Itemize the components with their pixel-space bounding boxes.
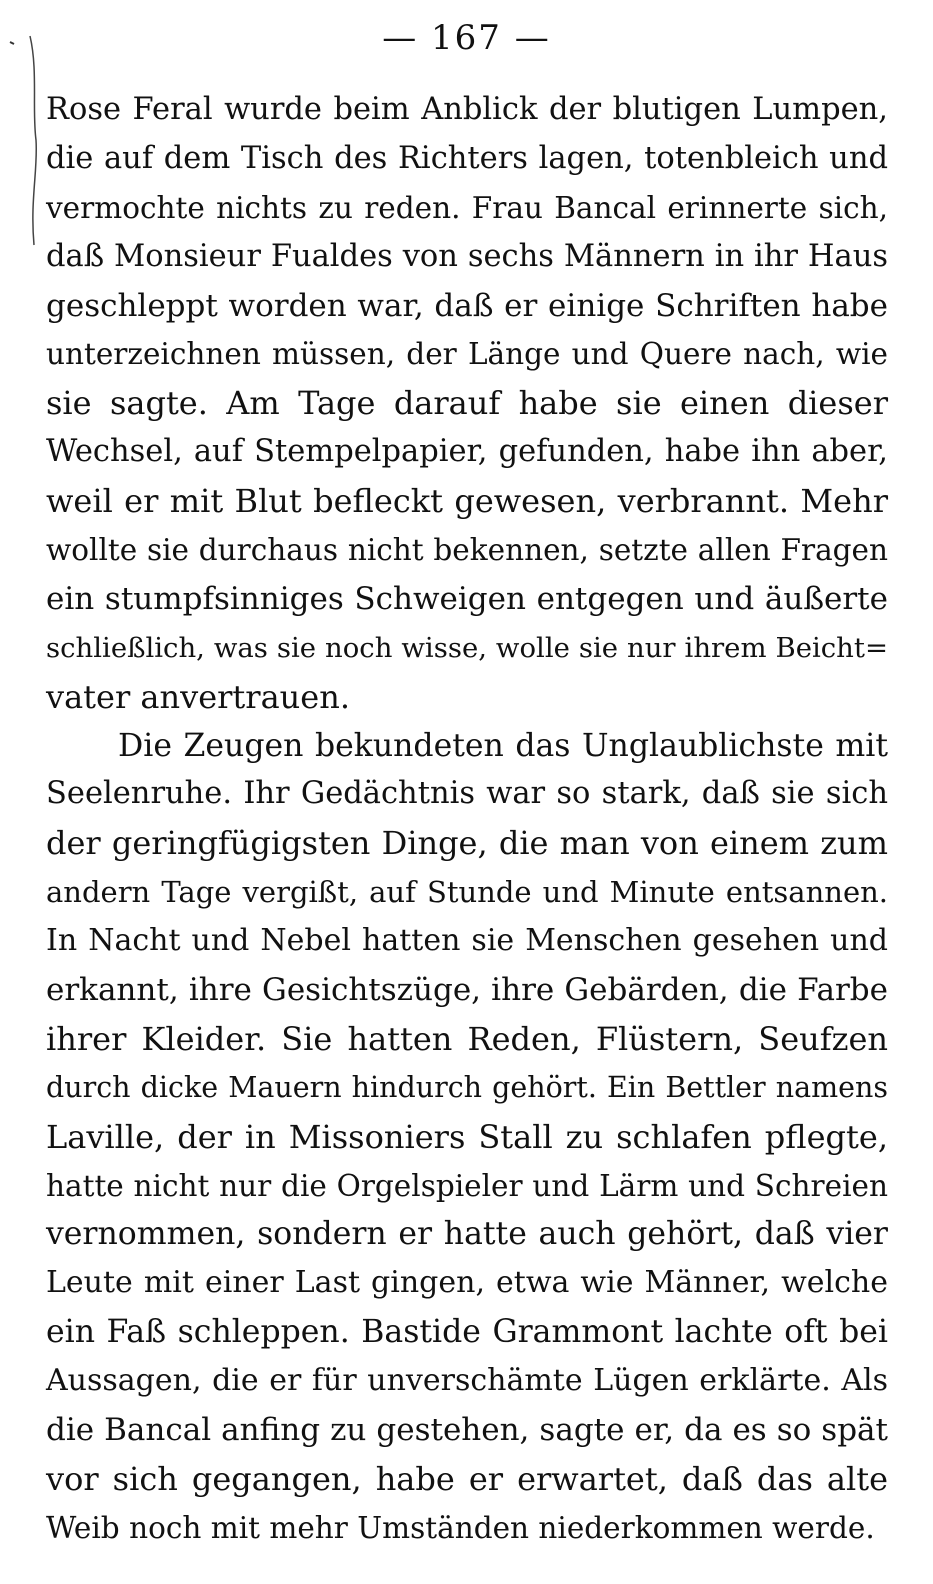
- text-line: wollte sie durchaus nicht bekennen, setzte allen Fragen: [46, 533, 888, 568]
- text-line: vor sich gegangen, habe er erwartet, daß das alte: [46, 1459, 888, 1498]
- text-line: daß Monsieur Fualdes von sechs Männern in ihr Haus: [46, 238, 888, 274]
- text-line: ihrer Kleider. Sie hatten Reden, Flüstern, Seufzen: [46, 1019, 888, 1058]
- text-line: Seelenruhe. Ihr Gedächtnis war so stark, daß sie sich: [46, 776, 888, 812]
- text-line: der geringfügigsten Dinge, die man von einem zum: [46, 824, 888, 863]
- text-line: vernommen, sondern er hatte auch gehört, daß vier: [46, 1216, 888, 1253]
- text-line: Leute mit einer Last gingen, etwa wie Männer, welche: [46, 1265, 888, 1301]
- text-line: In Nacht und Nebel hatten sie Menschen gesehen und: [46, 923, 888, 959]
- paragraph-2: [46, 722, 888, 1553]
- text-line: andern Tage vergißt, auf Stunde und Minute entsannen.: [46, 875, 888, 910]
- text-line: ein Faß schleppen. Bastide Grammont lachte oft bei: [46, 1314, 888, 1351]
- text-line: die Bancal anfing zu gestehen, sagte er, da es so spät: [46, 1412, 888, 1449]
- text-line: weil er mit Blut befleckt gewesen, verbrannt. Mehr: [46, 482, 888, 521]
- text-line: schließlich, was sie noch wisse, wolle sie nur ihrem Beicht=: [46, 631, 888, 664]
- text-line: Wechsel, auf Stempelpapier, gefunden, habe ihn aber,: [46, 434, 888, 470]
- text-line: hatte nicht nur die Orgelspieler und Lärm und Schreien: [46, 1168, 888, 1203]
- text-line: vermochte nichts zu reden. Frau Bancal erinnerte sich,: [46, 190, 888, 225]
- page-number: — 167 —: [382, 18, 551, 58]
- text-line: Rose Feral wurde beim Anblick der blutigen Lumpen,: [46, 92, 888, 127]
- text-line: Weib noch mit mehr Umständen niederkommen werde.: [46, 1510, 875, 1545]
- text-line: durch dicke Mauern hindurch gehört. Ein Bettler namens: [46, 1070, 888, 1104]
- text-line: Laville, der in Missoniers Stall zu schlafen pflegte,: [46, 1117, 888, 1156]
- text-line: ein stumpfsinniges Schweigen entgegen und äußerte: [46, 580, 888, 617]
- text-line: Aussagen, die er für unverschämte Lügen erklärte. Als: [46, 1363, 888, 1399]
- text-line: erkannt, ihre Gesichtszüge, ihre Gebärden, die Farbe: [46, 972, 888, 1009]
- text-line: vater anvertrauen.: [46, 677, 350, 716]
- body-text: [46, 86, 888, 1553]
- margin-pencil-mark: [8, 30, 38, 250]
- text-line: geschleppt worden war, daß er einige Schriften habe: [46, 287, 888, 324]
- text-line: unterzeichnen müssen, der Länge und Quere nach, wie: [46, 337, 888, 372]
- text-line: sie sagte. Am Tage darauf habe sie einen dieser: [46, 384, 888, 423]
- text-line: Die Zeugen bekundeten das Unglaublichste mit: [118, 727, 888, 764]
- text-line: die auf dem Tisch des Richters lagen, totenbleich und: [46, 140, 888, 176]
- paragraph-1: [46, 86, 888, 722]
